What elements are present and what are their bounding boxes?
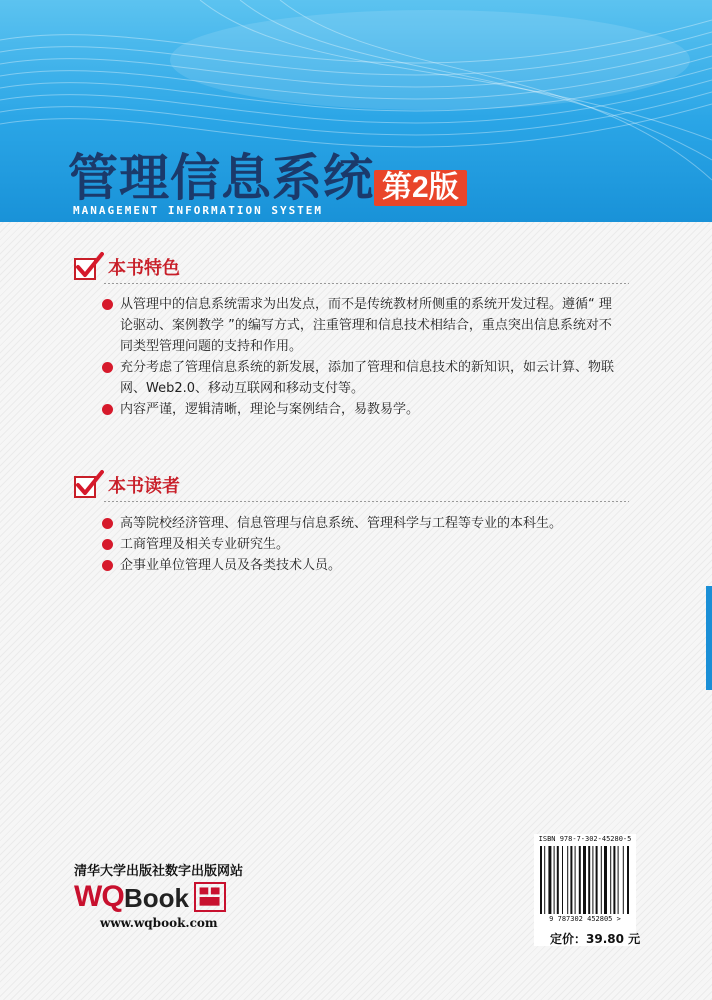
barcode-bar: [618, 846, 619, 914]
logo-wq: WQ: [74, 880, 124, 913]
barcode-bar: [610, 846, 611, 914]
barcode-bar: [570, 846, 572, 914]
features-item-text: 内容严谨，逻辑清晰，理论与案例结合，易教易学。: [120, 402, 420, 417]
barcode-bar: [623, 846, 624, 914]
isbn-number: ISBN 978-7-302-45280-5: [538, 835, 632, 843]
barcode-bar: [557, 846, 559, 914]
readers-divider: [104, 501, 629, 502]
features-heading-label: 本书特色: [108, 258, 180, 279]
features-item: [102, 399, 622, 420]
features-item: [102, 294, 622, 357]
readers-item: [102, 555, 622, 576]
spine-edge-strip: [706, 586, 712, 690]
publisher-name: 清华大学出版社数字出版网站: [74, 864, 244, 879]
barcode-bar: [562, 846, 563, 914]
red-bullet-icon: [102, 518, 113, 529]
features-divider: [104, 283, 629, 284]
readers-item-text: 工商管理及相关专业研究生。: [120, 537, 290, 552]
barcode-bar: [588, 846, 590, 914]
barcode-bar: [596, 846, 598, 914]
red-bullet-icon: [102, 539, 113, 550]
barcode-bar: [544, 846, 545, 914]
price-label: 定价：39.80 元: [550, 932, 641, 946]
barcode-bar: [540, 846, 542, 914]
barcode-bar: [601, 846, 602, 914]
barcode-bar: [613, 846, 615, 914]
barcode-bar: [604, 846, 607, 914]
readers-heading-label: 本书读者: [108, 476, 180, 497]
features-item-text: 充分考虑了管理信息系统的新发展，添加了管理和信息技术的新知识，如云计算、物联网、Web2.0、移动互联网和移动支付等。: [120, 360, 615, 396]
barcode-bar: [567, 846, 568, 914]
barcode-bar: [627, 846, 629, 914]
readers-item-text: 高等院校经济管理、信息管理与信息系统、管理科学与工程等专业的本科生。: [120, 516, 563, 531]
barcode-bar: [554, 846, 555, 914]
red-bullet-icon: [102, 299, 113, 310]
edition-badge: 第2版: [374, 170, 467, 206]
readers-item: [102, 513, 622, 534]
barcode-bar: [583, 846, 586, 914]
seal-icon: [194, 882, 226, 912]
barcode-bar: [592, 846, 593, 914]
checkmark-icon: [74, 470, 104, 500]
logo-book: Book: [124, 883, 189, 913]
features-item-text: 从管理中的信息系统需求为出发点，而不是传统教材所侧重的系统开发过程。遵循“ 理论驱动、案例教学 ”的编写方式，注重管理和信息技术相结合，重点突出信息系统对不同类型管理问题的支持和作用。: [120, 297, 612, 354]
book-title: 管理信息系统: [68, 148, 374, 207]
barcode-icon: [540, 846, 630, 914]
publisher-website: www.wqbook.com: [100, 916, 218, 930]
features-list: [102, 294, 622, 420]
red-bullet-icon: [102, 560, 113, 571]
checkmark-icon: [74, 252, 104, 282]
barcode-bar: [579, 846, 581, 914]
barcode-digits: 9 787302 452805 >: [549, 915, 621, 923]
barcode-bar: [548, 846, 551, 914]
red-bullet-icon: [102, 404, 113, 415]
features-item: [102, 357, 622, 399]
english-subtitle: MANAGEMENT INFORMATION SYSTEM: [73, 204, 324, 217]
cover-header: [0, 0, 712, 222]
red-bullet-icon: [102, 362, 113, 373]
barcode-bar: [575, 846, 576, 914]
readers-list: [102, 513, 622, 576]
readers-item-text: 企事业单位管理人员及各类技术人员。: [120, 558, 342, 573]
readers-item: [102, 534, 622, 555]
